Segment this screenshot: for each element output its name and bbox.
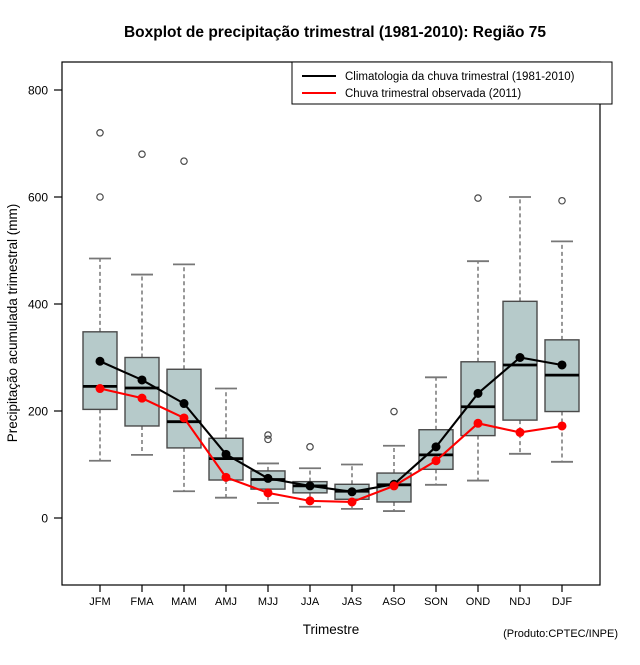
series-dot-0-MJJ	[264, 474, 272, 482]
y-tick-label-200: 200	[27, 404, 48, 419]
x-tick-label-DJF: DJF	[551, 596, 573, 608]
iqr-box-JFM	[83, 332, 117, 410]
x-axis	[89, 585, 572, 608]
outlier-OND-0	[475, 195, 481, 201]
series-dot-0-JJA	[306, 482, 314, 490]
series-dot-1-FMA	[138, 394, 146, 402]
y-tick-label-0: 0	[41, 511, 48, 526]
series-dot-1-JAS	[348, 498, 356, 506]
y-axis-title: Precipitação acumulada trimestral (mm)	[5, 203, 20, 443]
outlier-FMA-0	[139, 151, 145, 157]
x-tick-label-NDJ: NDJ	[509, 596, 531, 608]
chart-title: Boxplot de precipitação trimestral (1981-2010): Região 75	[123, 24, 547, 41]
outlier-DJF-0	[559, 198, 565, 204]
series-dot-1-JFM	[96, 385, 104, 393]
y-axis	[28, 84, 62, 526]
boxplot-OND	[461, 195, 495, 481]
series-dot-1-OND	[474, 419, 482, 427]
outlier-JFM-0	[97, 194, 103, 200]
series-dot-1-SON	[432, 457, 440, 465]
series-dot-1-NDJ	[516, 428, 524, 436]
series-dot-0-DJF	[558, 361, 566, 369]
x-tick-label-FMA: FMA	[130, 596, 154, 608]
series-dot-0-MAM	[180, 400, 188, 408]
outlier-ASO-0	[391, 408, 397, 414]
iqr-box-FMA	[125, 358, 159, 426]
boxplot-MAM	[167, 158, 201, 491]
y-tick-label-400: 400	[27, 297, 48, 312]
series-dot-0-NDJ	[516, 354, 524, 362]
boxplot-JFM	[83, 130, 117, 461]
x-tick-label-OND: OND	[465, 596, 491, 608]
series-dot-0-FMA	[138, 376, 146, 384]
series-dot-1-MAM	[180, 414, 188, 422]
source-note: (Produto:CPTEC/INPE)	[503, 628, 618, 640]
series-dot-1-MJJ	[264, 489, 272, 497]
series-dot-1-DJF	[558, 422, 566, 430]
legend	[292, 62, 612, 104]
series-dot-1-ASO	[390, 482, 398, 490]
series-dot-0-AMJ	[222, 450, 230, 458]
x-tick-label-SON: SON	[424, 596, 448, 608]
series-dot-1-JJA	[306, 497, 314, 505]
y-tick-label-800: 800	[27, 83, 48, 98]
outlier-JFM-1	[97, 130, 103, 136]
legend-label-0: Climatologia da chuva trimestral (1981-2010)	[345, 71, 575, 83]
x-tick-label-JAS: JAS	[341, 596, 363, 608]
outlier-MAM-0	[181, 158, 187, 164]
legend-label-1: Chuva trimestral observada (2011)	[345, 88, 522, 100]
boxplot-layer	[83, 130, 579, 511]
series-dot-1-AMJ	[222, 473, 230, 481]
outlier-JJA-0	[307, 444, 313, 450]
x-tick-label-ASO: ASO	[382, 596, 406, 608]
series-dot-0-JAS	[348, 488, 356, 496]
outlier-MJJ-1	[265, 432, 271, 438]
boxplot-NDJ	[503, 197, 537, 454]
x-tick-label-JFM: JFM	[89, 596, 111, 608]
x-tick-label-MAM: MAM	[171, 596, 197, 608]
x-tick-label-JJA: JJA	[300, 596, 320, 608]
series-dot-0-JFM	[96, 357, 104, 365]
y-tick-label-600: 600	[27, 190, 48, 205]
x-tick-label-AMJ: AMJ	[215, 596, 237, 608]
boxplot-FMA	[125, 151, 159, 455]
x-tick-label-MJJ: MJJ	[257, 596, 279, 608]
boxplot-ASO	[377, 408, 411, 511]
x-axis-title: Trimestre	[302, 622, 360, 637]
series-dot-0-SON	[432, 443, 440, 451]
series-dot-0-OND	[474, 389, 482, 397]
